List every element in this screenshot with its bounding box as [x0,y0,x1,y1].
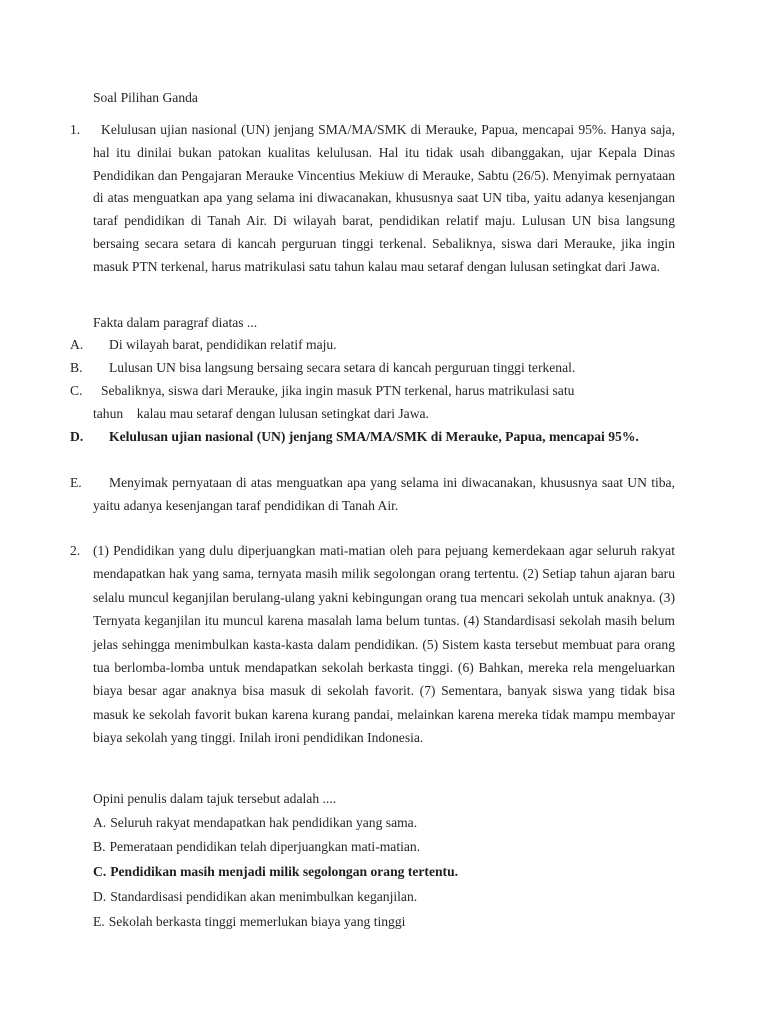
option-text: Pemerataan pendidikan telah diperjuangkan mati-matian. [109,839,421,854]
option-text-continued: tahun kalau mau setaraf dengan lulusan setingkat dari Jawa. [93,405,429,421]
option-text: Kelulusan ujian nasional (UN) jenjang SMA/MA/SMK di Merauke, Papua, mencapai 95%. [109,429,639,444]
option-letter: E. [70,475,82,490]
question-2-option-c-answer [93,862,458,882]
question-1-number: 1. [70,122,81,137]
option-letter: B. [93,839,106,854]
option-text: Di wilayah barat, pendidikan relatif maju. [109,337,337,352]
question-1-passage: Kelulusan ujian nasional (UN) jenjang SMA/MA/SMK di Merauke, Papua, mencapai 95%. Hanya saja, hal itu dinilai bukan patokan kualitas kelulusan. Hal itu tidak usah dibanggakan, ujar Kepala Dinas Pendidikan dan Pengajaran Merauke Vincentius Mekiuw di Merauke, Sabtu (26/5). Menyimak pernyataan di atas menguatkan apa yang selama ini diwacanakan, khususnya saat UN tiba, yaitu adanya kesenjangan taraf pendidikan di Tanah Air. Di wilayah barat, pendidikan relatif maju. Lulusan UN bisa langsung bersaing secara setara di kancah perguruan tinggi terkenal. Sebaliknya, siswa dari Merauke, jika ingin masuk PTN terkenal, harus matrikulasi satu tahun kalau mau setaraf dengan lulusan setingkat dari Jawa. [93,122,675,274]
option-letter: C. [70,383,83,398]
question-1-option-c [70,380,675,426]
option-text: Standardisasi pendidikan akan menimbulkan keganjilan. [110,889,418,904]
question-2-option-a [93,813,417,833]
option-letter: D. [93,889,107,904]
option-letter: B. [70,360,83,375]
question-2-number: 2. [70,543,81,558]
option-text: Sebaliknya, siswa dari Merauke, jika ingin masuk PTN terkenal, harus matrikulasi satu [101,383,575,398]
option-text: Seluruh rakyat mendapatkan hak pendidikan yang sama. [110,815,418,830]
option-letter: E. [93,914,105,929]
question-2-prompt: Opini penulis dalam tajuk tersebut adalah .... [93,791,337,806]
question-1-option-d-answer [70,426,675,449]
question-2-option-e [93,912,405,932]
option-text: Pendidikan masih menjadi milik segolongan orang tertentu. [110,864,459,879]
option-letter: A. [93,815,107,830]
question-2-option-b [93,837,420,857]
option-text: Sekolah berkasta tinggi memerlukan biaya yang tinggi [108,914,406,929]
section-title: Soal Pilihan Ganda [93,90,198,105]
question-1-option-b [70,357,675,380]
question-1-option-a [70,334,675,357]
option-letter: C. [93,864,107,879]
question-2-option-d [93,887,417,907]
question-1-option-e [70,472,675,518]
question-1-prompt: Fakta dalam paragraf diatas ... [93,315,258,330]
option-text: Lulusan UN bisa langsung bersaing secara setara di kancah perguruan tinggi terkenal. [109,360,576,375]
option-text: Menyimak pernyataan di atas menguatkan apa yang selama ini diwacanakan, khususnya saat UN tiba, yaitu adanya kesenjangan taraf pendidikan di Tanah Air. [93,475,675,513]
option-letter: D. [70,429,84,444]
question-2-passage: (1) Pendidikan yang dulu diperjuangkan mati-matian oleh para pejuang kemerdekaan agar seluruh rakyat mendapatkan hak yang sama, ternyata masih milik segolongan orang tertentu. (2) Setiap tahun ajaran baru selalu muncul keganjilan berulang-ulang yakni kebingungan orang tua mencari sekolah untuk anaknya. (3) Ternyata keganjilan itu muncul karena masalah lama belum tuntas. (4) Standardisasi sekolah masih belum jelas sehingga menimbulkan kasta-kasta dalam pendidikan. (5) Sistem kasta tersebut membuat para orang tua berlomba-lomba untuk mendapatkan sekolah berkasta tinggi. (6) Bahkan, mereka rela mengeluarkan biaya besar agar anaknya bisa masuk di sekolah favorit. (7) Sementara, banyak siswa yang tidak bisa masuk ke sekolah favorit bukan karena kurang pandai, melainkan karena mereka tidak mampu membayar biaya sekolah yang tinggi. Inilah ironi pendidikan Indonesia. [93,543,675,746]
option-letter: A. [70,337,84,352]
